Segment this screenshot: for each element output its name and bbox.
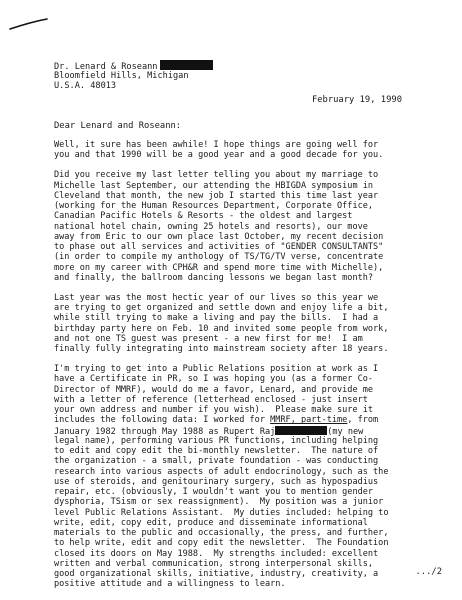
text-line: January 1982 through May 1988 as Rupert Raj (my new — [54, 426, 364, 437]
underlined-text: MMRF, part-time — [270, 415, 348, 426]
text-line: write, edit, copy edit, produce and disseminate informational — [54, 517, 368, 528]
text-line: legal name), performing various PR functions, including helping — [54, 435, 379, 446]
text-line: Well, it sure has been awhile! I hope things are going well for — [54, 140, 379, 150]
text-line: away from Eric to our own place last October, my recent decision — [54, 231, 384, 242]
text-line: finally fully integrating into mainstream society after 18 years. — [54, 344, 389, 355]
text-line: your own address and number if you wish). Please make sure it — [54, 405, 374, 416]
page-continuation: .../2 — [415, 567, 442, 577]
text-line: (working for the Human Resources Department, Corporate Office, — [54, 201, 374, 212]
recipient-address — [54, 60, 213, 92]
letter-body — [54, 140, 450, 599]
text-line: I'm trying to get into a Public Relations position at work as I — [54, 364, 379, 375]
recipient-city: Bloomfield Hills, Michigan — [54, 70, 189, 81]
paragraph — [54, 170, 450, 283]
text-line: to edit and copy edit the bi-monthly newsletter. The nature of — [54, 446, 379, 457]
paragraph — [54, 140, 450, 161]
text-line: Cleveland that month, the new job I started this time last year — [54, 190, 379, 201]
text-line: have a Certificate in PR, so I was hoping you (as a former Co- — [54, 374, 374, 385]
redaction-bar — [160, 60, 213, 70]
paragraph — [54, 293, 450, 355]
text-line: birthday party here on Feb. 10 and invited some people from work, — [54, 323, 389, 334]
text-line: good organizational skills, initiative, industry, creativity, a — [54, 569, 379, 580]
text-line: repair, etc. (obviously, I wouldn't want you to mention gender — [54, 487, 374, 498]
text-line: and finally, the ballroom dancing lessons we began last month? — [54, 272, 374, 283]
text-line: research into various aspects of adult endocrinology, such as the — [54, 466, 389, 477]
text-line: Did you receive my last letter telling you about my marriage to — [54, 170, 379, 181]
text-line: the organization - a small, private foundation - was conducting — [54, 456, 379, 467]
recipient-name-line — [54, 60, 213, 71]
text-line: more on my career with CPH&R and spend more time with Michelle), — [54, 262, 384, 273]
text-line: Canadian Pacific Hotels & Resorts - the oldest and largest — [54, 211, 353, 222]
paragraph — [54, 364, 450, 590]
text-line: national hotel chain, owning 25 hotels and resorts), our move — [54, 221, 368, 232]
text-line: Director of MMRF), would do me a favor, Lenard, and provide me — [54, 384, 374, 395]
salutation: Dear Lenard and Roseann: — [54, 121, 182, 131]
text-line: are trying to get organized and settle down and enjoy life a bit, — [54, 303, 389, 314]
text-line: you and that 1990 will be a good year and a good decade for you. — [54, 150, 384, 161]
text-line: while still trying to make a living and pay the bills. I had a — [54, 313, 379, 324]
text-line: with a letter of reference (letterhead enclosed - just insert — [54, 394, 368, 405]
redaction-bar — [275, 426, 327, 435]
letter-date: February 19, 1990 — [311, 95, 402, 105]
pen-stroke-mark — [9, 17, 49, 31]
text-line: materials to the public and occasionally, the press, and further, — [54, 528, 389, 539]
text-line: to help write, edit and copy edit the newsletter. The Foundation — [54, 538, 389, 549]
text-line: use of steroids, and genitourinary surgery, such as hypospadius — [54, 476, 379, 487]
text-line: includes the following data: I worked for MMRF, part-time, from — [54, 415, 379, 426]
text-line: (in order to compile my anthology of TS/TG/TV verse, concentrate — [54, 252, 384, 263]
text-line: closed its doors on May 1988. My strengths included: excellent — [54, 548, 379, 559]
text-line: to phase out all services and activities of "GENDER CONSULTANTS" — [54, 242, 384, 253]
recipient-country-zip: U.S.A. 48013 — [54, 81, 117, 92]
text-line: Last year was the most hectic year of our lives so this year we — [54, 292, 379, 303]
text-line: dysphoria, TSism or sex reassignment). My position was a junior — [54, 497, 384, 508]
text-line: positive attitude and a willingness to learn. — [54, 579, 286, 590]
text-line: written and verbal communication, strong interpersonal skills, — [54, 558, 374, 569]
text-line: and not one TS guest was present - a new first for me! I am — [54, 333, 363, 344]
recipient-name: Dr. Lenard & Roseann — [54, 62, 158, 72]
text-line: Michelle last September, our attending the HBIGDA symposium in — [54, 180, 374, 191]
text-line: level Public Relations Assistant. My duties included: helping to — [54, 507, 389, 518]
